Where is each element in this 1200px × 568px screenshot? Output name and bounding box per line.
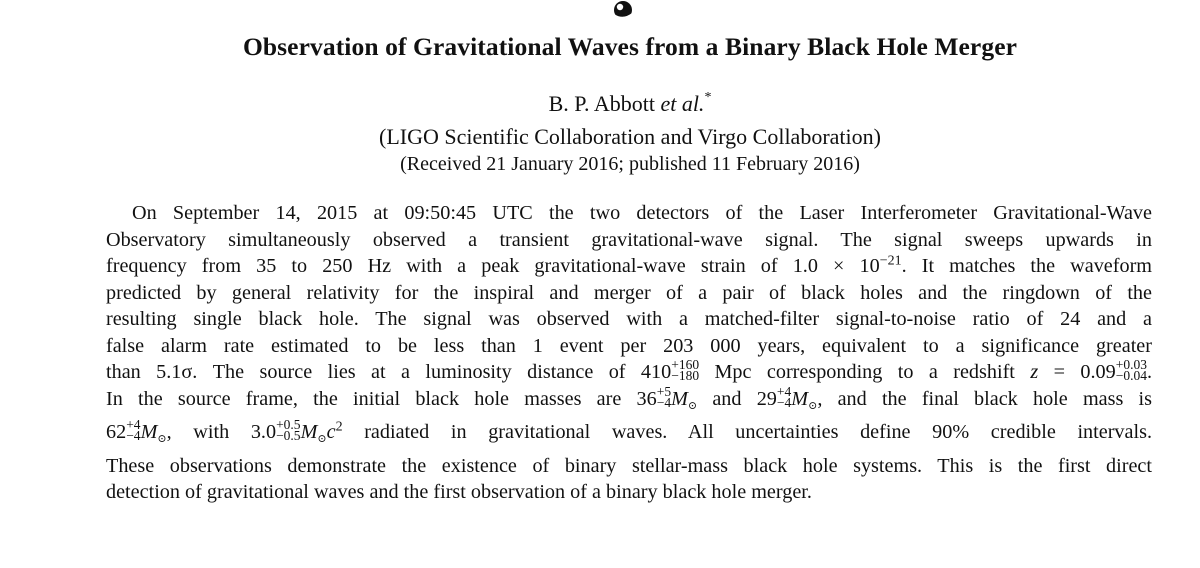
abstract-text: and 29 [697, 387, 777, 410]
abstract-text: , and the final black hole mass is [817, 387, 1153, 410]
abstract-line: resulting single black hole. The signal was observed with a matched-filter signal-to-noise ratio of 24 and a [106, 308, 1152, 330]
abstract-line: false alarm rate estimated to be less than 1 event per 203 000 years, equivalent to a significance greater [106, 334, 1152, 357]
uncertainty-lower: −4 [656, 394, 672, 410]
author-etal: et al. [660, 91, 705, 116]
abstract-text: Mpc corresponding to a redshift [699, 361, 1031, 383]
uncertainty-lower: −0.5 [276, 428, 301, 444]
speed-of-light-symbol: c [326, 421, 336, 443]
uncertainty-upper: +0.5 [276, 417, 301, 433]
redshift-symbol: z [1030, 361, 1039, 383]
sun-icon: ⊙ [687, 399, 698, 412]
abstract-line: On September 14, 2015 at 09:50:45 UTC the two detectors of the Laser Interferometer Gravitational-Wave [132, 202, 1152, 224]
energy-uncertainty [276, 417, 301, 444]
redshift-uncertainty [1115, 357, 1147, 384]
abstract-line: predicted by general relativity for the inspiral and merger of a pair of black holes and the ringdown of the [106, 281, 1152, 304]
paper-title: Observation of Gravitational Waves from a Binary Black Hole Merger [242, 32, 1018, 61]
author-line [0, 91, 1200, 117]
mass2-uncertainty [776, 383, 792, 410]
abstract-line [106, 383, 1153, 420]
mass1-uncertainty [656, 383, 672, 410]
crossmark-icon[interactable] [610, 0, 636, 20]
abstract-line: These observations demonstrate the existence of binary stellar-mass black hole systems. This is the first direct [106, 454, 1152, 477]
uncertainty-lower: −4 [126, 428, 141, 444]
solar-mass-symbol: M [140, 421, 158, 443]
abstract [106, 200, 1152, 506]
distance-uncertainty [671, 357, 700, 384]
uncertainty-upper: +0.03 [1115, 357, 1147, 373]
sun-icon: ⊙ [808, 399, 818, 412]
sun-icon: ⊙ [317, 433, 327, 445]
abstract-text: . [1146, 361, 1153, 383]
abstract-text: radiated in gravitational waves. All uncertainties define 90% credible intervals. [342, 421, 1153, 443]
collaboration: (LIGO Scientific Collaboration and Virgo Collaboration) [379, 124, 881, 149]
abstract-line: Observatory simultaneously observed a transient gravitational-wave signal. The signal sweeps upwards in [106, 228, 1152, 251]
uncertainty-lower: −0.04 [1115, 368, 1147, 384]
abstract-text: = 0.09 [1038, 361, 1116, 383]
final-mass-uncertainty [126, 417, 141, 444]
abstract-text: than 5.1σ. The source lies at a luminosity distance of 410 [106, 361, 672, 383]
solar-mass-symbol: M [671, 387, 688, 410]
author-footnote-link[interactable]: * [704, 89, 712, 105]
abstract-text: . It matches the waveform [901, 255, 1152, 277]
strain-exponent: −21 [879, 253, 902, 269]
solar-mass-symbol: M [791, 387, 809, 410]
abstract-text: In the source frame, the initial black hole masses are 36 [106, 387, 657, 410]
abstract-line [106, 253, 1152, 280]
abstract-line: detection of gravitational waves and the first observation of a binary black hole merger. [106, 481, 812, 503]
speed-exponent: 2 [335, 419, 343, 435]
abstract-text: 62 [106, 421, 127, 443]
solar-mass-symbol: M [300, 421, 318, 443]
received-date: (Received 21 January 2016; published 11 February 2016) [400, 153, 860, 175]
uncertainty-upper: +4 [776, 383, 792, 399]
uncertainty-upper: +160 [671, 357, 700, 373]
abstract-line [106, 359, 1152, 386]
author-names: B. P. Abbott [548, 91, 661, 116]
uncertainty-upper: +5 [656, 383, 672, 399]
abstract-line [106, 419, 1152, 453]
abstract-text: , with 3.0 [166, 421, 277, 443]
sun-icon: ⊙ [157, 433, 167, 445]
uncertainty-lower: −4 [776, 394, 792, 410]
uncertainty-upper: +4 [126, 417, 141, 433]
uncertainty-lower: −180 [671, 368, 700, 384]
abstract-text: frequency from 35 to 250 Hz with a peak gravitational-wave strain of 1.0 × 10 [106, 255, 880, 277]
